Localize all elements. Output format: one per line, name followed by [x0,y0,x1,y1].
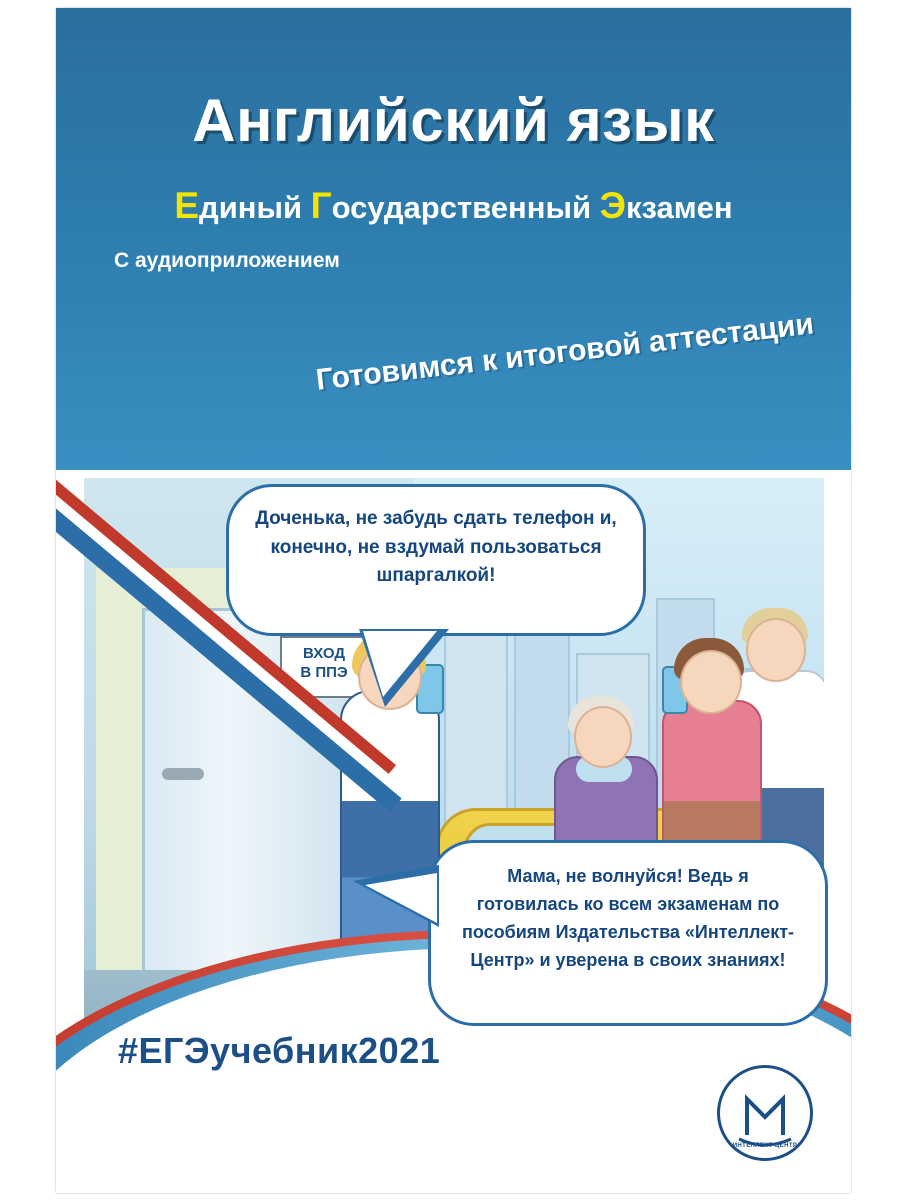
exam-subtitle [56,185,851,227]
door-handle-icon [162,768,204,780]
book-cover [56,8,851,1193]
sign-line-2: В ППЭ [300,663,348,681]
audio-supplement-label: С аудиоприложением [114,249,340,272]
tagline: Готовимся к итоговой аттестации [314,307,816,397]
exam-word-3-rest: кзамен [625,190,733,225]
sign-line-1: ВХОД [302,645,346,662]
page-title: Английский язык [192,87,715,154]
speech-bubble-mother [226,484,646,636]
title-block [56,86,851,273]
speech-bubble-mother-tail-inner [363,631,437,697]
father-head [746,618,806,682]
speech-bubble-daughter-tail-inner [365,873,437,923]
exam-word-2-rest: осударственный [331,190,592,225]
speech-bubble-daughter-text: Мама, не волнуйся! Ведь я готовилась ко всем экзаменам по пособиям Издательства «Интеллект-Центр» и уверена в своих знаниях! [461,866,795,970]
exam-word-3-cap: Э [599,185,626,226]
publisher-logo-text: ИНТЕЛЛЕКТ-ЦЕНТР [732,1143,798,1149]
exam-word-2-cap: Г [310,185,332,226]
publisher-logo-icon [717,1065,813,1161]
speech-bubble-daughter [428,840,828,1026]
grandmother-head [574,706,632,768]
hashtag-label: #ЕГЭучебник2021 [118,1030,441,1071]
mother-head [680,650,742,714]
exam-word-1-cap: Е [174,185,200,226]
exam-word-1-rest: диный [199,190,303,225]
speech-bubble-mother-text: Доченька, не забудь сдать телефон и, конечно, не вздумай пользоваться шпаргалкой! [255,508,617,586]
